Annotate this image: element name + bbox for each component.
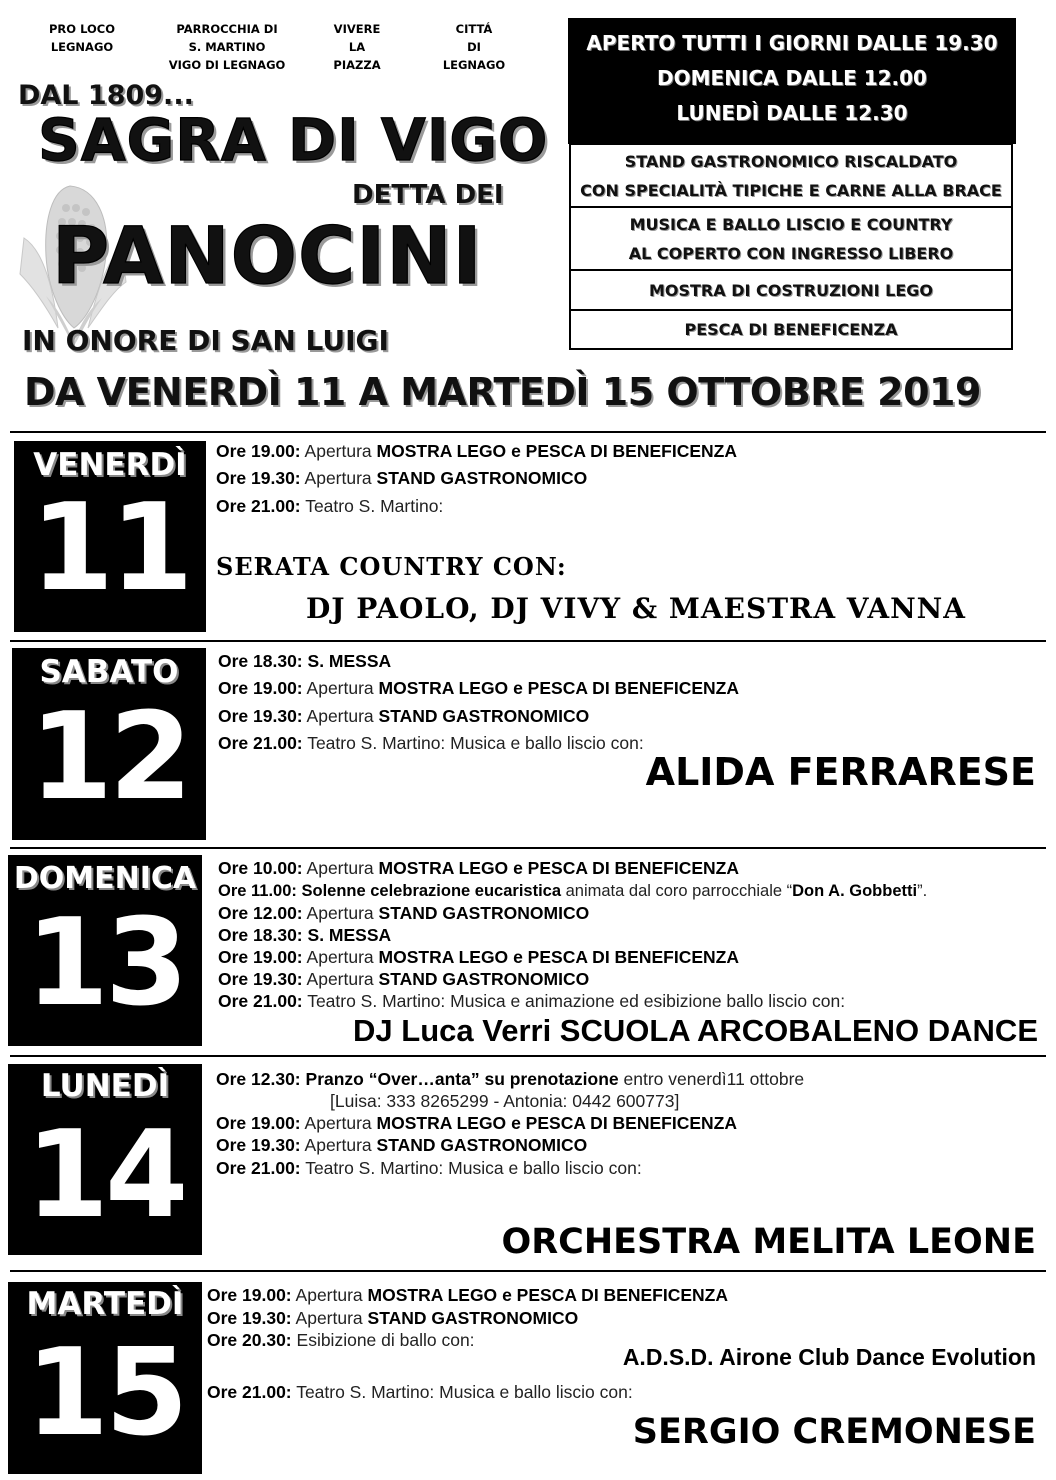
schedule-line: Ore 12.30: Pranzo “Over…anta” su prenotazione entro venerdì11 ottobre <box>216 1069 805 1089</box>
event-headline: SERATA COUNTRY CON: <box>216 552 567 581</box>
artist-name: DJ Luca Verri SCUOLA ARCOBALENO DANCE <box>353 1013 1038 1048</box>
schedule-line: Ore 19.00: Apertura MOSTRA LEGO e PESCA DI BENEFICENZA <box>218 678 739 698</box>
schedule-line: Ore 21.00: Teatro S. Martino: Musica e ballo liscio con: <box>207 1382 633 1402</box>
schedule-line: Ore 19.30: Apertura STAND GASTRONOMICO <box>216 1135 588 1155</box>
service-charity-raffle: PESCA DI BENEFICENZA <box>684 320 898 339</box>
opening-hours-daily: APERTO TUTTI I GIORNI DALLE 19.30 <box>586 31 998 55</box>
day-box-tuesday <box>8 1282 202 1474</box>
artist-name: ALIDA FERRARESE <box>645 750 1036 794</box>
artist-name: SERGIO CREMONESE <box>632 1412 1036 1452</box>
schedule-line: Ore 19.30: Apertura STAND GASTRONOMICO <box>218 969 590 989</box>
day-name: DOMENICA <box>13 861 197 896</box>
service-lego-exhibition: MOSTRA DI COSTRUZIONI LEGO <box>571 271 1011 311</box>
divider <box>10 640 1046 642</box>
day-name: LUNEDÌ <box>40 1068 170 1104</box>
artist-name: ORCHESTRA MELITA LEONE <box>501 1222 1036 1262</box>
schedule-line: Ore 21.00: Teatro S. Martino: Musica e animazione ed esibizione ballo liscio con: <box>218 991 846 1011</box>
divider <box>10 847 1046 849</box>
day-box-monday <box>8 1064 202 1255</box>
day-number: 11 <box>30 479 190 618</box>
schedule-line: Ore 21.00: Teatro S. Martino: Musica e ballo liscio con: <box>216 1158 642 1178</box>
schedule-line: Ore 10.00: Apertura MOSTRA LEGO e PESCA DI BENEFICENZA <box>218 858 739 878</box>
schedule-line: Ore 20.30: Esibizione di ballo con: <box>207 1330 475 1350</box>
day-name: MARTEDÌ <box>26 1286 184 1322</box>
day-number: 12 <box>29 688 189 827</box>
day-box-sunday <box>8 855 202 1046</box>
schedule-line: Ore 19.30: Apertura STAND GASTRONOMICO <box>218 706 590 726</box>
sponsor-citta-di-legnago: CITTÁ DI LEGNAGO <box>442 22 506 72</box>
service-food-stand: STAND GASTRONOMICO RISCALDATO CON SPECIALITÀ TIPICHE E CARNE ALLA BRACE <box>571 145 1011 208</box>
sponsor-vivere-la-piazza: VIVERE LA PIAZZA <box>333 22 381 72</box>
schedule-line: Ore 11.00: Solenne celebrazione eucaristica animata dal coro parrocchiale “Don A. Gobbetti”. <box>218 882 928 900</box>
day-box-friday <box>14 441 206 632</box>
schedule-line: Ore 21.00: Teatro S. Martino: <box>216 496 444 516</box>
day-name: SABATO <box>39 654 179 690</box>
schedule-line: Ore 19.00: Apertura MOSTRA LEGO e PESCA DI BENEFICENZA <box>207 1285 728 1305</box>
event-name: PANOCINI <box>52 212 483 302</box>
day-number: 13 <box>25 894 185 1033</box>
event-title: SAGRA DI VIGO <box>38 106 549 174</box>
event-dedication: IN ONORE DI SAN LUIGI <box>22 324 389 357</box>
divider <box>10 1055 1046 1057</box>
schedule-line: Ore 12.00: Apertura STAND GASTRONOMICO <box>218 903 590 923</box>
schedule-line: Ore 19.00: Apertura MOSTRA LEGO e PESCA DI BENEFICENZA <box>216 1113 737 1133</box>
opening-hours-box <box>568 18 1016 144</box>
opening-hours-monday: LUNEDÌ DALLE 12.30 <box>676 101 908 125</box>
event-title-subtitle: DETTA DEI <box>352 180 504 210</box>
sponsor-pro-loco: PRO LOCO LEGNAGO <box>49 22 115 54</box>
schedule-line: Ore 19.00: Apertura MOSTRA LEGO e PESCA DI BENEFICENZA <box>218 947 739 967</box>
services-box <box>569 143 1013 350</box>
day-number: 14 <box>25 1106 185 1245</box>
service-music-dance: MUSICA E BALLO LISCIO E COUNTRY AL COPERTO CON INGRESSO LIBERO <box>571 208 1011 271</box>
day-number: 15 <box>25 1324 185 1463</box>
schedule-line: Ore 19.30: Apertura STAND GASTRONOMICO <box>216 468 588 488</box>
dance-club-name: A.D.S.D. Airone Club Dance Evolution <box>622 1344 1036 1370</box>
since-label: DAL 1809... <box>18 80 194 111</box>
day-name: VENERDÌ <box>33 447 187 483</box>
divider <box>10 1270 1046 1272</box>
event-dates: DA VENERDÌ 11 A MARTEDÌ 15 OTTOBRE 2019 <box>24 370 981 414</box>
artist-name: DJ PAOLO, DJ VIVY & MAESTRA VANNA <box>306 592 966 625</box>
schedule-line: [Luisa: 333 8265299 - Antonia: 0442 600773] <box>330 1091 680 1111</box>
opening-hours-sunday: DOMENICA DALLE 12.00 <box>657 66 927 90</box>
day-box-saturday <box>12 648 206 840</box>
schedule-line: Ore 18.30: S. MESSA <box>218 651 392 671</box>
sponsor-parrocchia: PARROCCHIA DI S. MARTINO VIGO DI LEGNAGO <box>168 22 286 72</box>
schedule-line: Ore 21.00: Teatro S. Martino: Musica e ballo liscio con: <box>218 733 644 753</box>
schedule-line: Ore 19.30: Apertura STAND GASTRONOMICO <box>207 1308 579 1328</box>
schedule-line: Ore 18.30: S. MESSA <box>218 925 392 945</box>
divider <box>10 431 1046 433</box>
schedule-line: Ore 19.00: Apertura MOSTRA LEGO e PESCA DI BENEFICENZA <box>216 441 737 461</box>
